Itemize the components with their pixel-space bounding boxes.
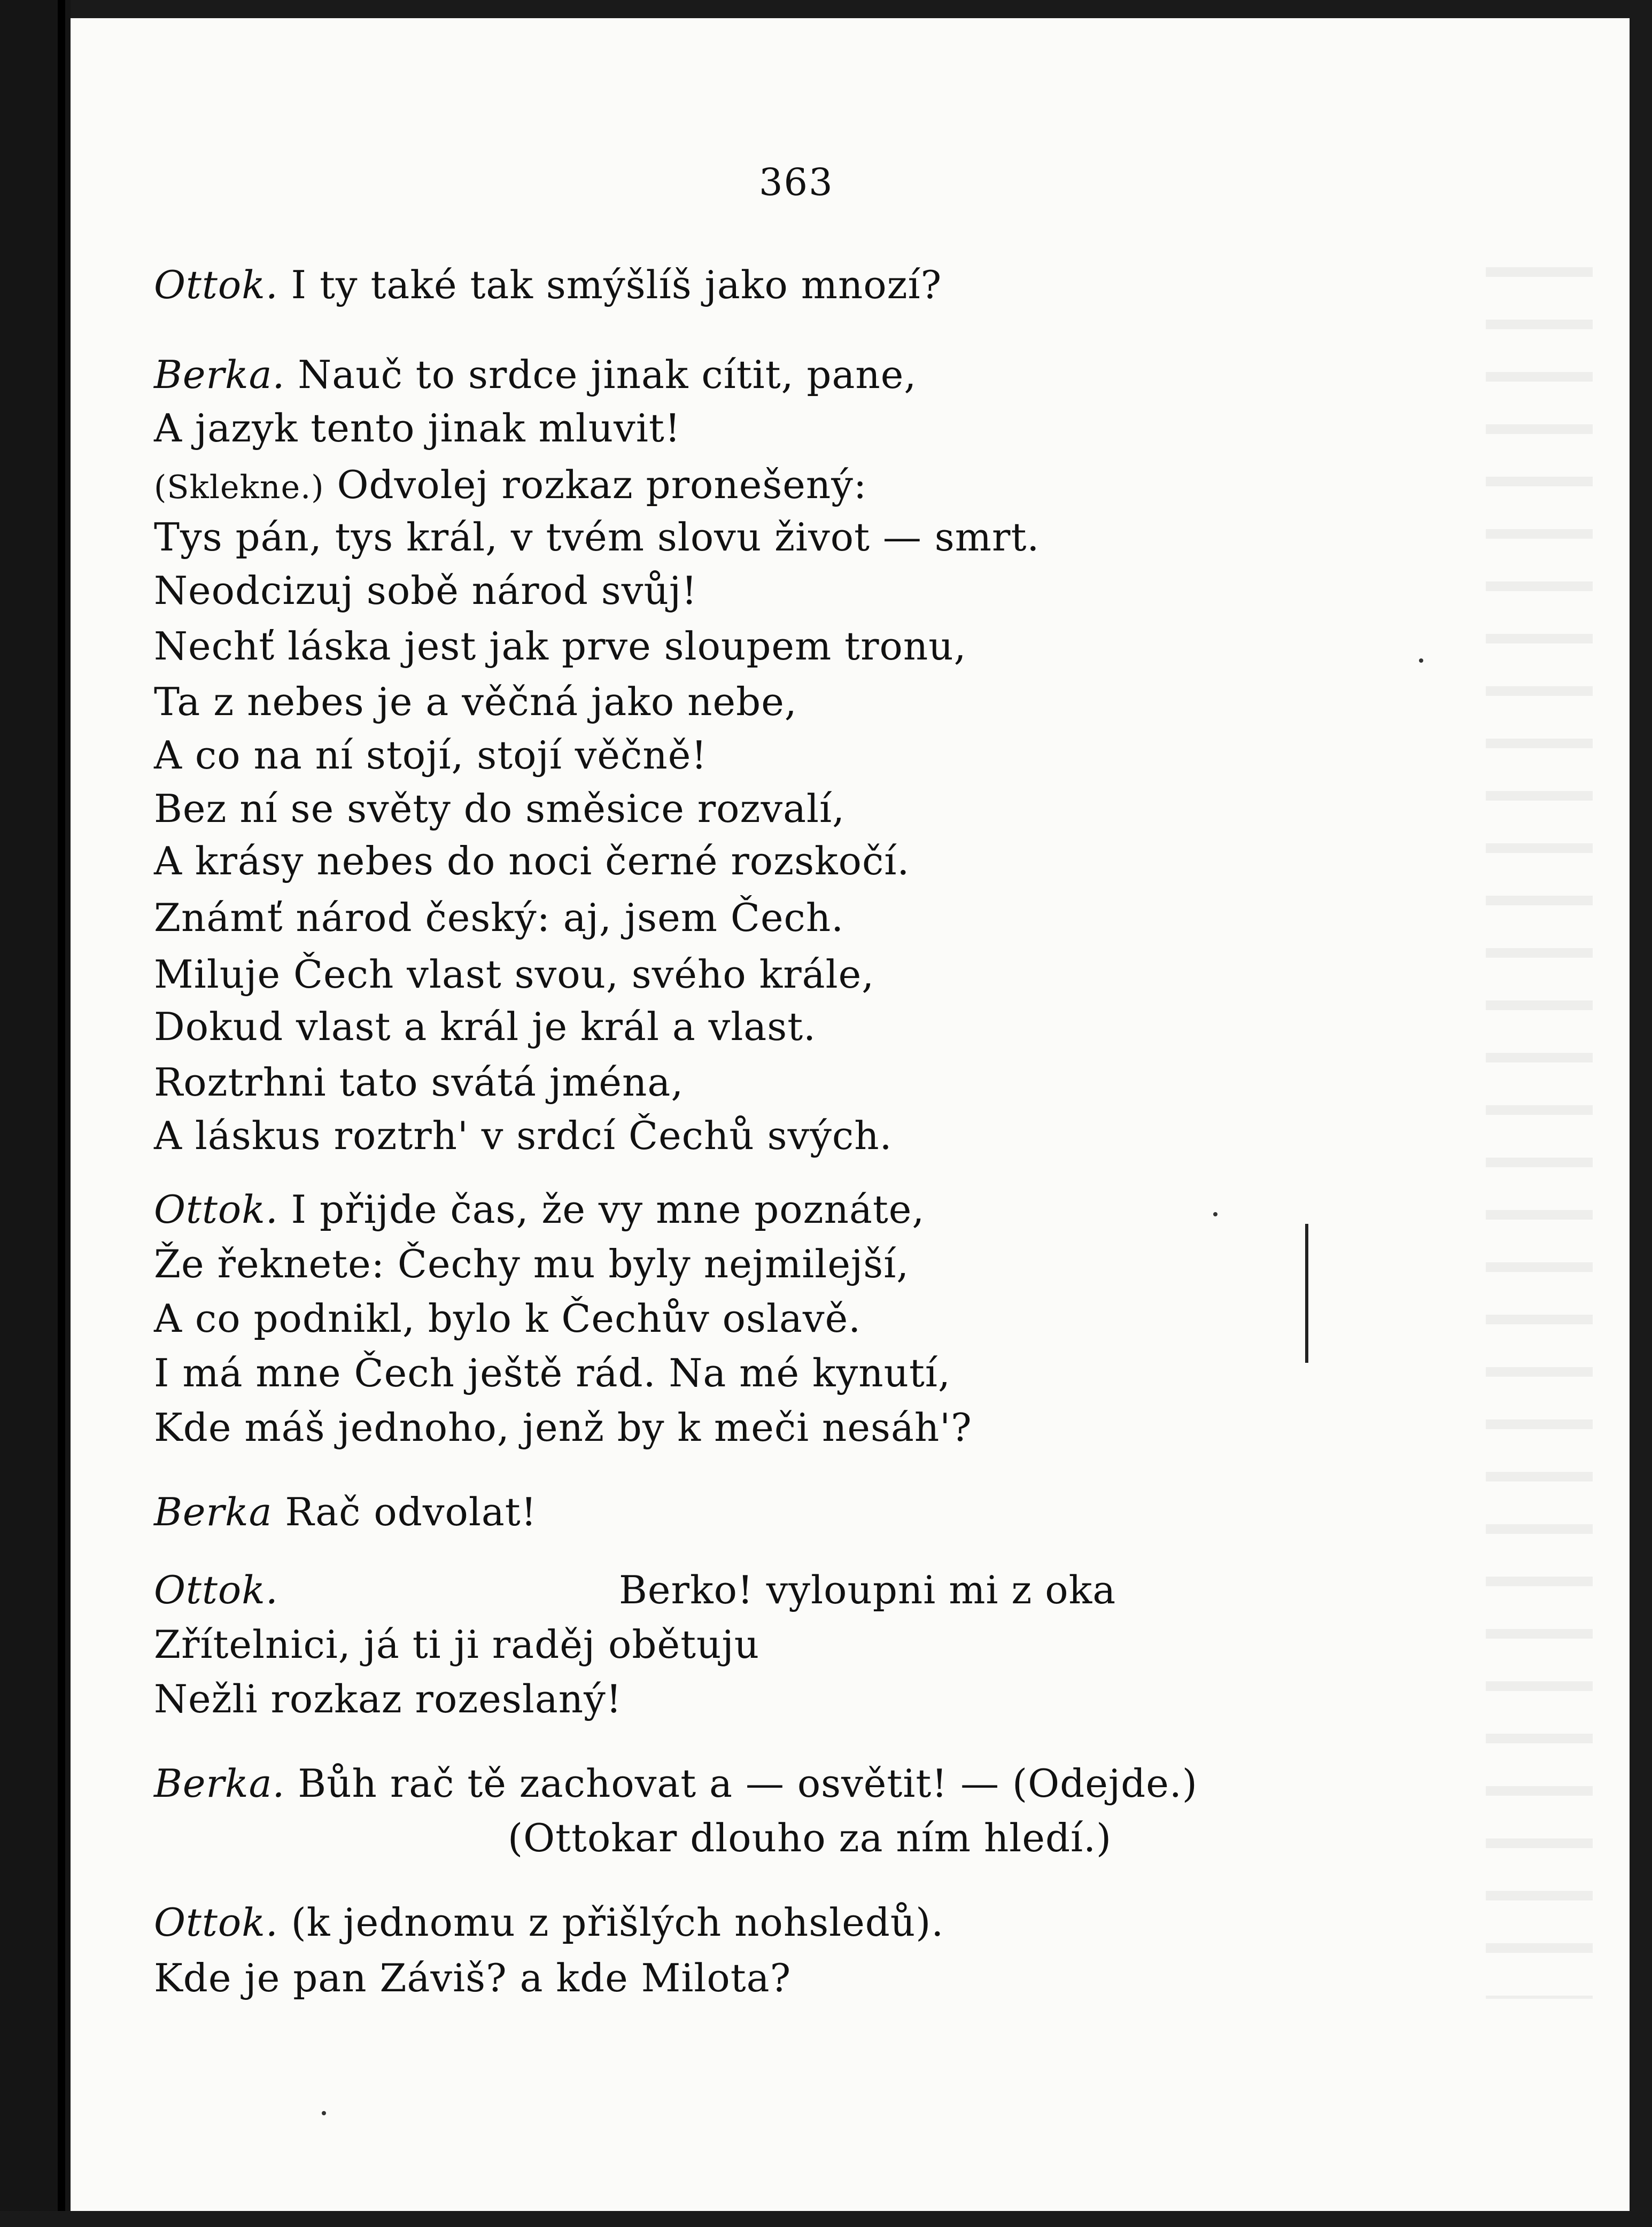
text-line <box>154 950 874 998</box>
scan-border-bottom <box>0 2211 1652 2227</box>
line-text: Bůh rač tě zachovat a — osvětit! — (Odejde.) <box>285 1761 1198 1806</box>
line-text: Nechť láska jest jak prve sloupem tronu, <box>154 624 967 669</box>
text-line <box>154 622 967 670</box>
line-text: Ta z nebes je a věčná jako nebe, <box>154 679 797 724</box>
line-text: Rač odvolat! <box>272 1489 537 1534</box>
scan-border-right <box>1630 0 1652 2227</box>
page-number: 363 <box>759 160 834 204</box>
line-text: (k jednomu z přišlých nohsledů). <box>278 1900 944 1945</box>
text-line <box>154 1058 684 1106</box>
line-text: Neodcizuj sobě národ svůj! <box>154 568 698 613</box>
line-text: A co podnikl, bylo k Čechův oslavě. <box>154 1296 862 1341</box>
text-line <box>154 785 845 833</box>
stage-direction: (Sklekne.) <box>154 469 324 506</box>
line-text: Miluje Čech vlast svou, svého krále, <box>154 952 875 997</box>
speaker-name: Ottok. <box>154 1187 278 1232</box>
speaker-name: Ottok. <box>154 1900 278 1945</box>
text-line <box>154 1403 972 1452</box>
text-line <box>154 1898 944 1946</box>
scan-speck <box>1419 658 1423 663</box>
text-line <box>154 513 1040 561</box>
text-line <box>154 1620 759 1669</box>
speaker-name: Berka. <box>154 352 285 397</box>
text-line <box>154 1185 925 1233</box>
line-text: A láskus roztrh' v srdcí Čechů svých. <box>154 1113 893 1158</box>
line-text: I ty také tak smýšlíš jako mnozí? <box>278 262 942 307</box>
line-text: Odvolej rozkaz pronešený: <box>324 462 867 507</box>
line-text: Že řeknete: Čechy mu byly nejmilejší, <box>154 1241 910 1286</box>
text-line <box>154 837 910 885</box>
line-text: Bez ní se světy do směsice rozvalí, <box>154 786 845 831</box>
text-line <box>154 1112 893 1160</box>
scan-border-left-edge <box>58 0 65 2227</box>
text-line <box>154 1003 816 1051</box>
text-line <box>154 567 697 615</box>
margin-mark <box>1305 1224 1308 1363</box>
line-text: Známť národ český: aj, jsem Čech. <box>154 895 844 940</box>
line-text: Roztrhni tato svátá jména, <box>154 1060 684 1105</box>
line-text: Zřítelnici, já ti ji raděj obětuju <box>154 1622 760 1667</box>
line-text: Kde máš jednoho, jenž by k meči nesáh'? <box>154 1405 972 1450</box>
line-text: Berko! vyloupni mi z oka <box>619 1568 1116 1612</box>
stage-direction: (Ottokar dlouho za ním hledí.) <box>508 1815 1112 1860</box>
scan-border-top <box>0 0 1652 18</box>
line-text: Dokud vlast a král je král a vlast. <box>154 1004 817 1049</box>
line-text: A co na ní stojí, stojí věčně! <box>154 733 708 778</box>
line-text: A jazyk tento jinak mluvit! <box>154 406 681 451</box>
text-line <box>154 678 797 726</box>
bleed-through-text <box>1486 235 1593 1999</box>
speaker-name: Berka. <box>154 1761 285 1806</box>
text-line <box>154 351 917 399</box>
line-text: Nežli rozkaz rozeslaný! <box>154 1677 622 1721</box>
text-line <box>154 1566 278 1614</box>
scan-speck <box>1213 1212 1217 1216</box>
speaker-name: Berka <box>154 1489 273 1534</box>
text-line <box>154 1675 622 1723</box>
stage-direction-line <box>508 1814 1112 1862</box>
line-text: Nauč to srdce jinak cítit, pane, <box>285 352 917 397</box>
text-line <box>154 894 844 942</box>
text-line <box>154 1240 909 1288</box>
text-line <box>154 731 707 779</box>
line-text: I má mne Čech ještě rád. Na mé kynutí, <box>154 1351 951 1395</box>
text-line <box>154 461 867 511</box>
text-line-continued <box>619 1566 1116 1614</box>
text-line <box>154 404 681 452</box>
line-text: Kde je pan Záviš? a kde Milota? <box>154 1956 792 2000</box>
text-line <box>154 1488 537 1536</box>
text-line <box>154 1759 1198 1807</box>
text-line <box>154 1294 861 1343</box>
line-text: A krásy nebes do noci černé rozskočí. <box>154 839 910 883</box>
line-text: I přijde čas, že vy mne poznáte, <box>278 1187 925 1232</box>
line-text: Tys pán, tys král, v tvém slovu život — smrt. <box>154 515 1040 560</box>
scan-speck <box>322 2111 326 2115</box>
text-line <box>154 1954 791 2002</box>
speaker-name: Ottok. <box>154 262 278 307</box>
text-line <box>154 261 942 309</box>
text-line <box>154 1349 951 1397</box>
speaker-name: Ottok. <box>154 1568 278 1612</box>
